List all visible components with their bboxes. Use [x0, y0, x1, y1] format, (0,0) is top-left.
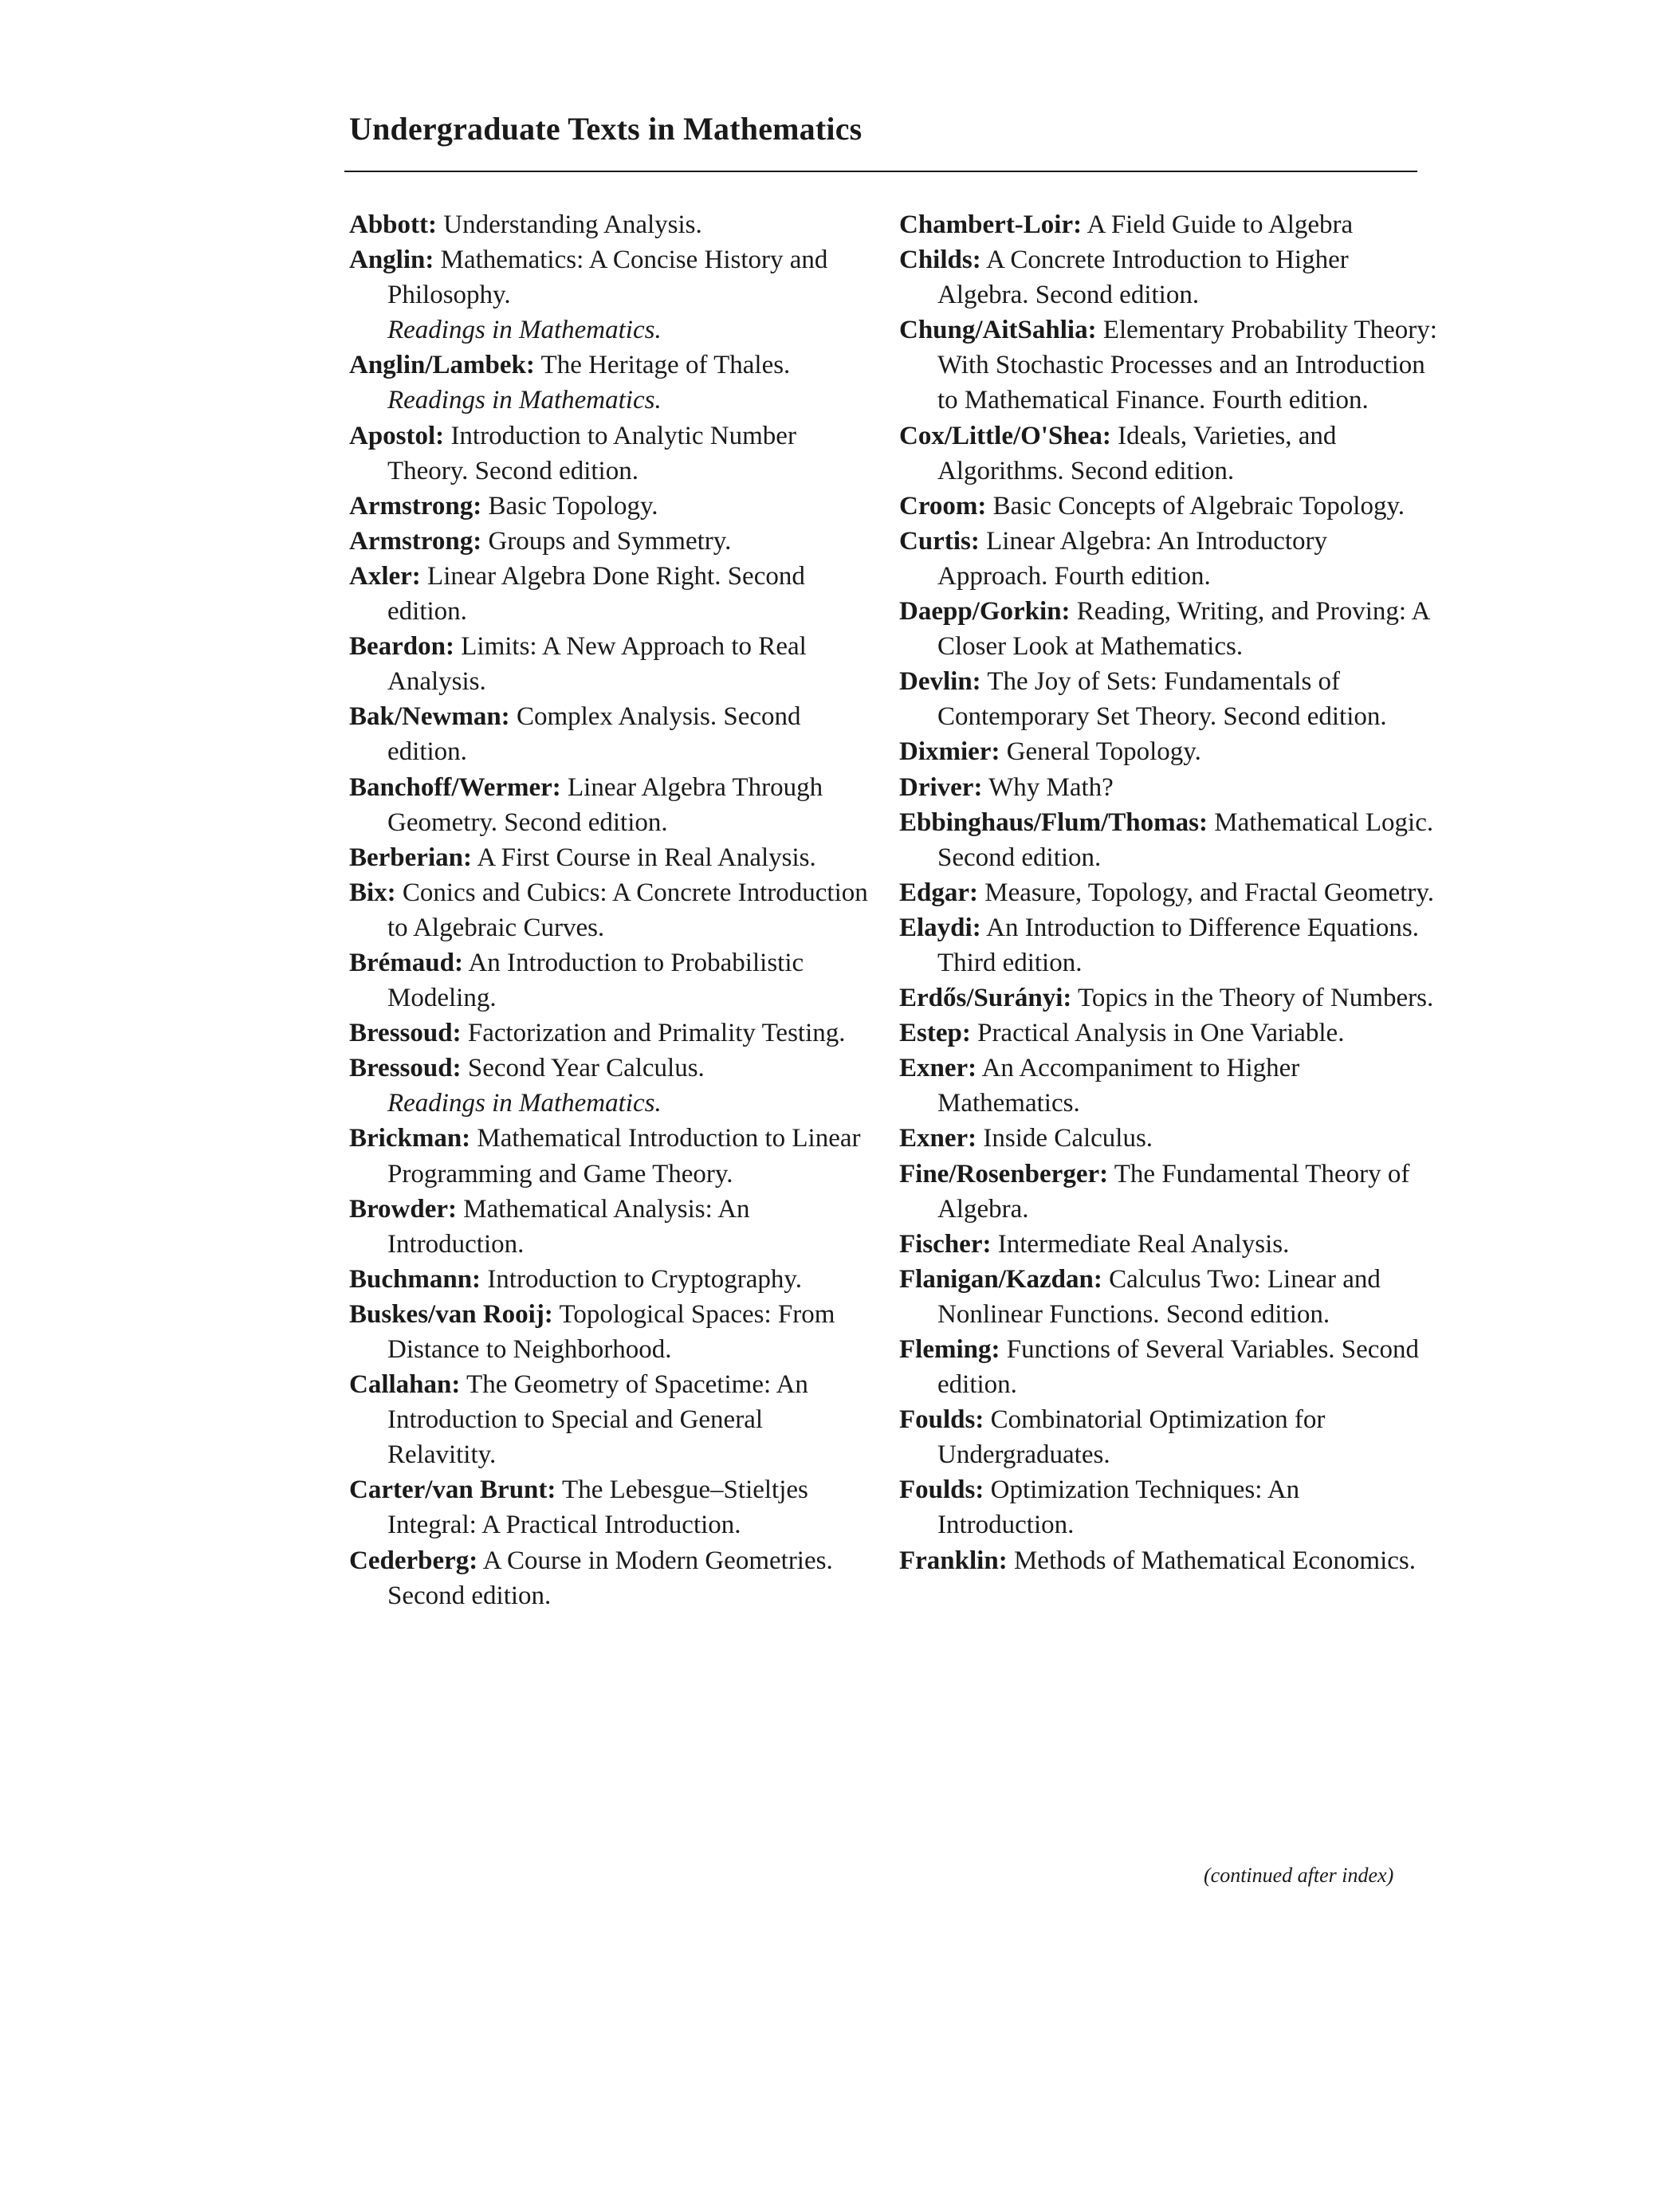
book-entry — [349, 1472, 875, 1542]
book-entry — [349, 699, 875, 769]
book-entry — [899, 312, 1441, 418]
book-author: Bix: — [349, 878, 396, 907]
book-author: Foulds: — [899, 1475, 984, 1505]
book-title: The Lebesgue–Stieltjes Integral: A Practical Introduction. — [387, 1475, 808, 1540]
book-author: Estep: — [899, 1019, 971, 1048]
book-title: A Course in Modern Geometries. Second edition. — [387, 1546, 833, 1610]
book-title: Linear Algebra Done Right. Second edition. — [387, 561, 805, 627]
book-title: Mathematical Analysis: An Introduction. — [387, 1194, 750, 1259]
book-entry — [349, 629, 875, 699]
book-author: Daepp/Gorkin: — [899, 597, 1071, 627]
book-title: An Introduction to Probabilistic Modeling. — [387, 948, 804, 1013]
book-author: Childs: — [899, 246, 981, 275]
book-entry — [899, 242, 1441, 312]
book-title: Reading, Writing, and Proving: A Closer Look at Mathematics. — [937, 597, 1429, 662]
book-title: Functions of Several Variables. Second edition. — [937, 1335, 1419, 1400]
book-title: Basic Topology. — [488, 491, 658, 521]
book-title: Understanding Analysis. — [443, 210, 702, 239]
book-entry — [349, 1297, 875, 1367]
book-entry — [899, 489, 1441, 524]
book-entry — [349, 1192, 875, 1262]
book-title: Limits: A New Approach to Real Analysis. — [387, 632, 807, 697]
book-author: Chung/AitSahlia: — [899, 316, 1097, 345]
book-author: Anglin/Lambek: — [349, 351, 535, 380]
book-entry — [899, 770, 1441, 805]
book-entry — [899, 1227, 1441, 1262]
book-entry — [899, 910, 1441, 980]
book-title: Factorization and Primality Testing. — [467, 1019, 846, 1048]
book-title: Groups and Symmetry. — [488, 526, 732, 556]
book-author: Foulds: — [899, 1405, 984, 1435]
book-entry — [349, 945, 875, 1016]
book-entry — [899, 1543, 1441, 1578]
book-author: Armstrong: — [349, 526, 482, 556]
book-title: The Joy of Sets: Fundamentals of Contemporary Set Theory. Second edition. — [937, 667, 1387, 732]
book-author: Driver: — [899, 772, 983, 802]
book-author: Elaydi: — [899, 913, 981, 942]
book-title: General Topology. — [1006, 737, 1201, 767]
book-author: Abbott: — [349, 210, 438, 239]
book-entry — [899, 1332, 1441, 1402]
book-entry — [899, 1402, 1441, 1472]
book-author: Chambert-Loir: — [899, 210, 1083, 239]
book-title: Complex Analysis. Second edition. — [387, 702, 801, 767]
book-author: Brickman: — [349, 1124, 471, 1153]
book-entry — [899, 664, 1441, 734]
book-entry — [899, 1051, 1441, 1121]
book-title: The Geometry of Spacetime: An Introduction to Special and General Relavitity. — [387, 1370, 808, 1470]
book-title: Mathematics: A Concise History and Philosophy. — [387, 246, 828, 310]
book-title: Introduction to Analytic Number Theory. Second edition. — [387, 421, 796, 485]
book-title: Measure, Topology, and Fractal Geometry. — [984, 878, 1434, 907]
book-entry — [349, 1367, 875, 1472]
book-title: Introduction to Cryptography. — [487, 1264, 803, 1294]
book-author: Fine/Rosenberger: — [899, 1159, 1109, 1189]
book-entry — [899, 594, 1441, 664]
book-entry — [349, 1543, 875, 1613]
book-entry — [349, 770, 875, 840]
book-author: Exner: — [899, 1054, 977, 1083]
book-title: Mathematical Introduction to Linear Programming and Game Theory. — [387, 1124, 861, 1189]
book-author: Erdős/Surányi: — [899, 984, 1072, 1013]
book-entry — [899, 1262, 1441, 1332]
book-entry — [349, 1262, 875, 1297]
book-author: Berberian: — [349, 843, 472, 872]
book-author: Bressoud: — [349, 1019, 462, 1048]
book-title: Topics in the Theory of Numbers. — [1078, 984, 1434, 1013]
book-author: Fleming: — [899, 1335, 1000, 1364]
book-author: Browder: — [349, 1194, 458, 1224]
book-author: Devlin: — [899, 667, 981, 697]
book-title: The Fundamental Theory of Algebra. — [937, 1159, 1410, 1224]
page-title: Undergraduate Texts in Mathematics — [349, 111, 863, 147]
book-title: Mathematical Logic. Second edition. — [937, 807, 1434, 872]
book-author: Dixmier: — [899, 737, 1000, 767]
book-author: Banchoff/Wermer: — [349, 772, 561, 802]
book-author: Buskes/van Rooij: — [349, 1299, 553, 1329]
book-entry — [899, 1016, 1441, 1051]
book-entry — [899, 1472, 1441, 1542]
book-author: Buchmann: — [349, 1264, 481, 1294]
book-author: Croom: — [899, 491, 987, 521]
book-entry — [349, 524, 875, 559]
book-author: Callahan: — [349, 1370, 461, 1400]
book-title: A First Course in Real Analysis. — [477, 843, 816, 872]
book-author: Franklin: — [899, 1546, 1008, 1575]
book-author: Axler: — [349, 561, 421, 591]
book-entry — [899, 207, 1441, 242]
book-entry — [349, 875, 875, 945]
book-author: Exner: — [899, 1124, 977, 1153]
book-title: An Introduction to Difference Equations. Third edition. — [937, 913, 1419, 977]
book-title: Linear Algebra Through Geometry. Second edition. — [387, 772, 823, 837]
continued-note: (continued after index) — [1204, 1864, 1394, 1887]
left-column — [349, 207, 875, 1613]
book-author: Bressoud: — [349, 1054, 462, 1083]
book-entry — [349, 489, 875, 524]
book-author: Ebbinghaus/Flum/Thomas: — [899, 807, 1208, 837]
book-author: Beardon: — [349, 632, 454, 662]
book-title: Calculus Two: Linear and Nonlinear Functions. Second edition. — [937, 1264, 1381, 1329]
book-author: Edgar: — [899, 878, 978, 907]
book-entry — [349, 1051, 875, 1121]
book-entry — [899, 980, 1441, 1016]
book-entry — [349, 1016, 875, 1051]
book-title: Second Year Calculus. — [467, 1054, 705, 1083]
book-author: Anglin: — [349, 246, 434, 275]
book-author: Flanigan/Kazdan: — [899, 1264, 1102, 1294]
book-author: Cederberg: — [349, 1546, 478, 1575]
right-column — [899, 207, 1441, 1578]
book-title: Topological Spaces: From Distance to Neighborhood. — [387, 1299, 835, 1364]
book-author: Bak/Newman: — [349, 702, 510, 732]
book-title: Combinatorial Optimization for Undergraduates. — [937, 1405, 1326, 1470]
book-title: An Accompaniment to Higher Mathematics. — [937, 1054, 1300, 1118]
book-series: Readings in Mathematics. — [387, 386, 662, 415]
book-title: Methods of Mathematical Economics. — [1013, 1546, 1416, 1575]
book-entry — [899, 524, 1441, 594]
book-author: Armstrong: — [349, 491, 482, 521]
book-author: Brémaud: — [349, 948, 463, 977]
book-title: Inside Calculus. — [983, 1124, 1153, 1153]
book-title: Intermediate Real Analysis. — [997, 1229, 1290, 1259]
book-entry — [899, 875, 1441, 910]
book-title: The Heritage of Thales. — [540, 351, 791, 380]
book-title: Practical Analysis in One Variable. — [977, 1019, 1345, 1048]
book-title: Optimization Techniques: An Introduction. — [937, 1475, 1300, 1540]
book-entry — [349, 1121, 875, 1191]
book-entry — [349, 242, 875, 348]
book-entry — [899, 1157, 1441, 1227]
book-series: Readings in Mathematics. — [387, 1089, 662, 1118]
book-entry — [349, 559, 875, 629]
book-entry — [899, 1121, 1441, 1156]
book-author: Carter/van Brunt: — [349, 1475, 556, 1505]
book-title: Elementary Probability Theory: With Stochastic Processes and an Introduction to Mathematical Finance. Fourth edition. — [937, 316, 1437, 415]
book-entry — [349, 418, 875, 489]
book-title: Ideals, Varieties, and Algorithms. Second edition. — [937, 421, 1337, 485]
book-author: Fischer: — [899, 1229, 992, 1259]
title-rule — [344, 171, 1417, 172]
book-entry — [349, 840, 875, 875]
book-title: Linear Algebra: An Introductory Approach. Fourth edition. — [937, 526, 1328, 591]
book-title: A Concrete Introduction to Higher Algebra. Second edition. — [937, 246, 1349, 310]
book-author: Curtis: — [899, 526, 980, 556]
book-entry — [899, 805, 1441, 875]
book-entry — [899, 734, 1441, 769]
book-series: Readings in Mathematics. — [387, 316, 662, 345]
book-title: A Field Guide to Algebra — [1087, 210, 1354, 239]
book-entry — [349, 348, 875, 418]
book-author: Apostol: — [349, 421, 445, 450]
book-entry — [899, 418, 1441, 489]
book-title: Conics and Cubics: A Concrete Introduction to Algebraic Curves. — [387, 878, 868, 942]
book-title: Why Math? — [988, 772, 1114, 802]
book-entry — [349, 207, 875, 242]
book-author: Cox/Little/O'Shea: — [899, 421, 1111, 450]
book-title: Basic Concepts of Algebraic Topology. — [992, 491, 1405, 521]
